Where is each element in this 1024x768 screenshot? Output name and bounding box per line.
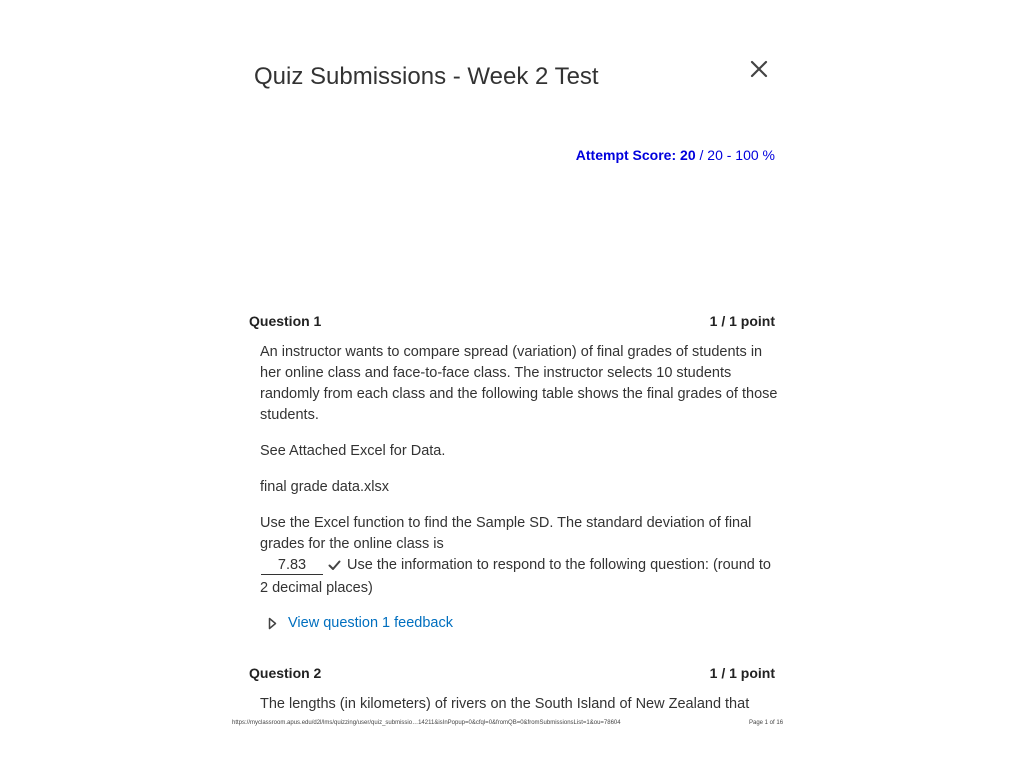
question-1-prompt-text: Use the Excel function to find the Sample SD. The standard deviation of final grades for the online class is <box>260 515 752 552</box>
attempt-score-earned: 20 <box>680 147 696 163</box>
question-2-heading: Question 2 <box>249 665 322 681</box>
attempt-score-label: Attempt Score: <box>575 147 677 163</box>
question-1-body <box>260 342 780 614</box>
triangle-right-icon <box>268 617 277 630</box>
question-1-answer: 7.83 <box>261 557 323 575</box>
close-button[interactable] <box>748 58 770 80</box>
question-2-points: 1 / 1 point <box>709 665 775 681</box>
question-1-instruction: See Attached Excel for Data. <box>260 443 446 459</box>
view-question-1-feedback-link[interactable] <box>268 615 453 631</box>
question-1-points: 1 / 1 point <box>709 313 775 329</box>
question-2-header <box>249 665 775 681</box>
question-1-heading: Question 1 <box>249 313 322 329</box>
attempt-score <box>576 147 775 163</box>
print-footer-page-number: Page 1 of 16 <box>749 720 784 726</box>
attempt-score-total: / 20 - 100 % <box>695 147 775 163</box>
question-1-prompt <box>260 513 780 599</box>
checkmark-icon <box>328 557 341 578</box>
question-1-attachment: final grade data.xlsx <box>260 479 389 495</box>
print-footer-url: https://myclassroom.apus.edu/d2l/lms/quizzing/user/quiz_submissio…14211&isInPopup=0&cfql=0&fromQB=0&fromSubmissionsList=1&ou=78604 <box>232 720 621 726</box>
page-title: Quiz Submissions - Week 2 Test <box>254 63 599 90</box>
question-1-text: An instructor wants to compare spread (variation) of final grades of students in her online class and face-to-face class. The instructor selects 10 students randomly from each class and the following table shows the final grades of those students. <box>260 344 778 423</box>
question-1-followup: Use the information to respond to the following question: (round to 2 decimal places) <box>260 557 771 596</box>
question-1-header <box>249 313 775 329</box>
question-2-text: The lengths (in kilometers) of rivers on the South Island of New Zealand that <box>260 696 750 712</box>
feedback-link-label: View question 1 feedback <box>288 615 453 631</box>
close-icon <box>748 58 770 80</box>
